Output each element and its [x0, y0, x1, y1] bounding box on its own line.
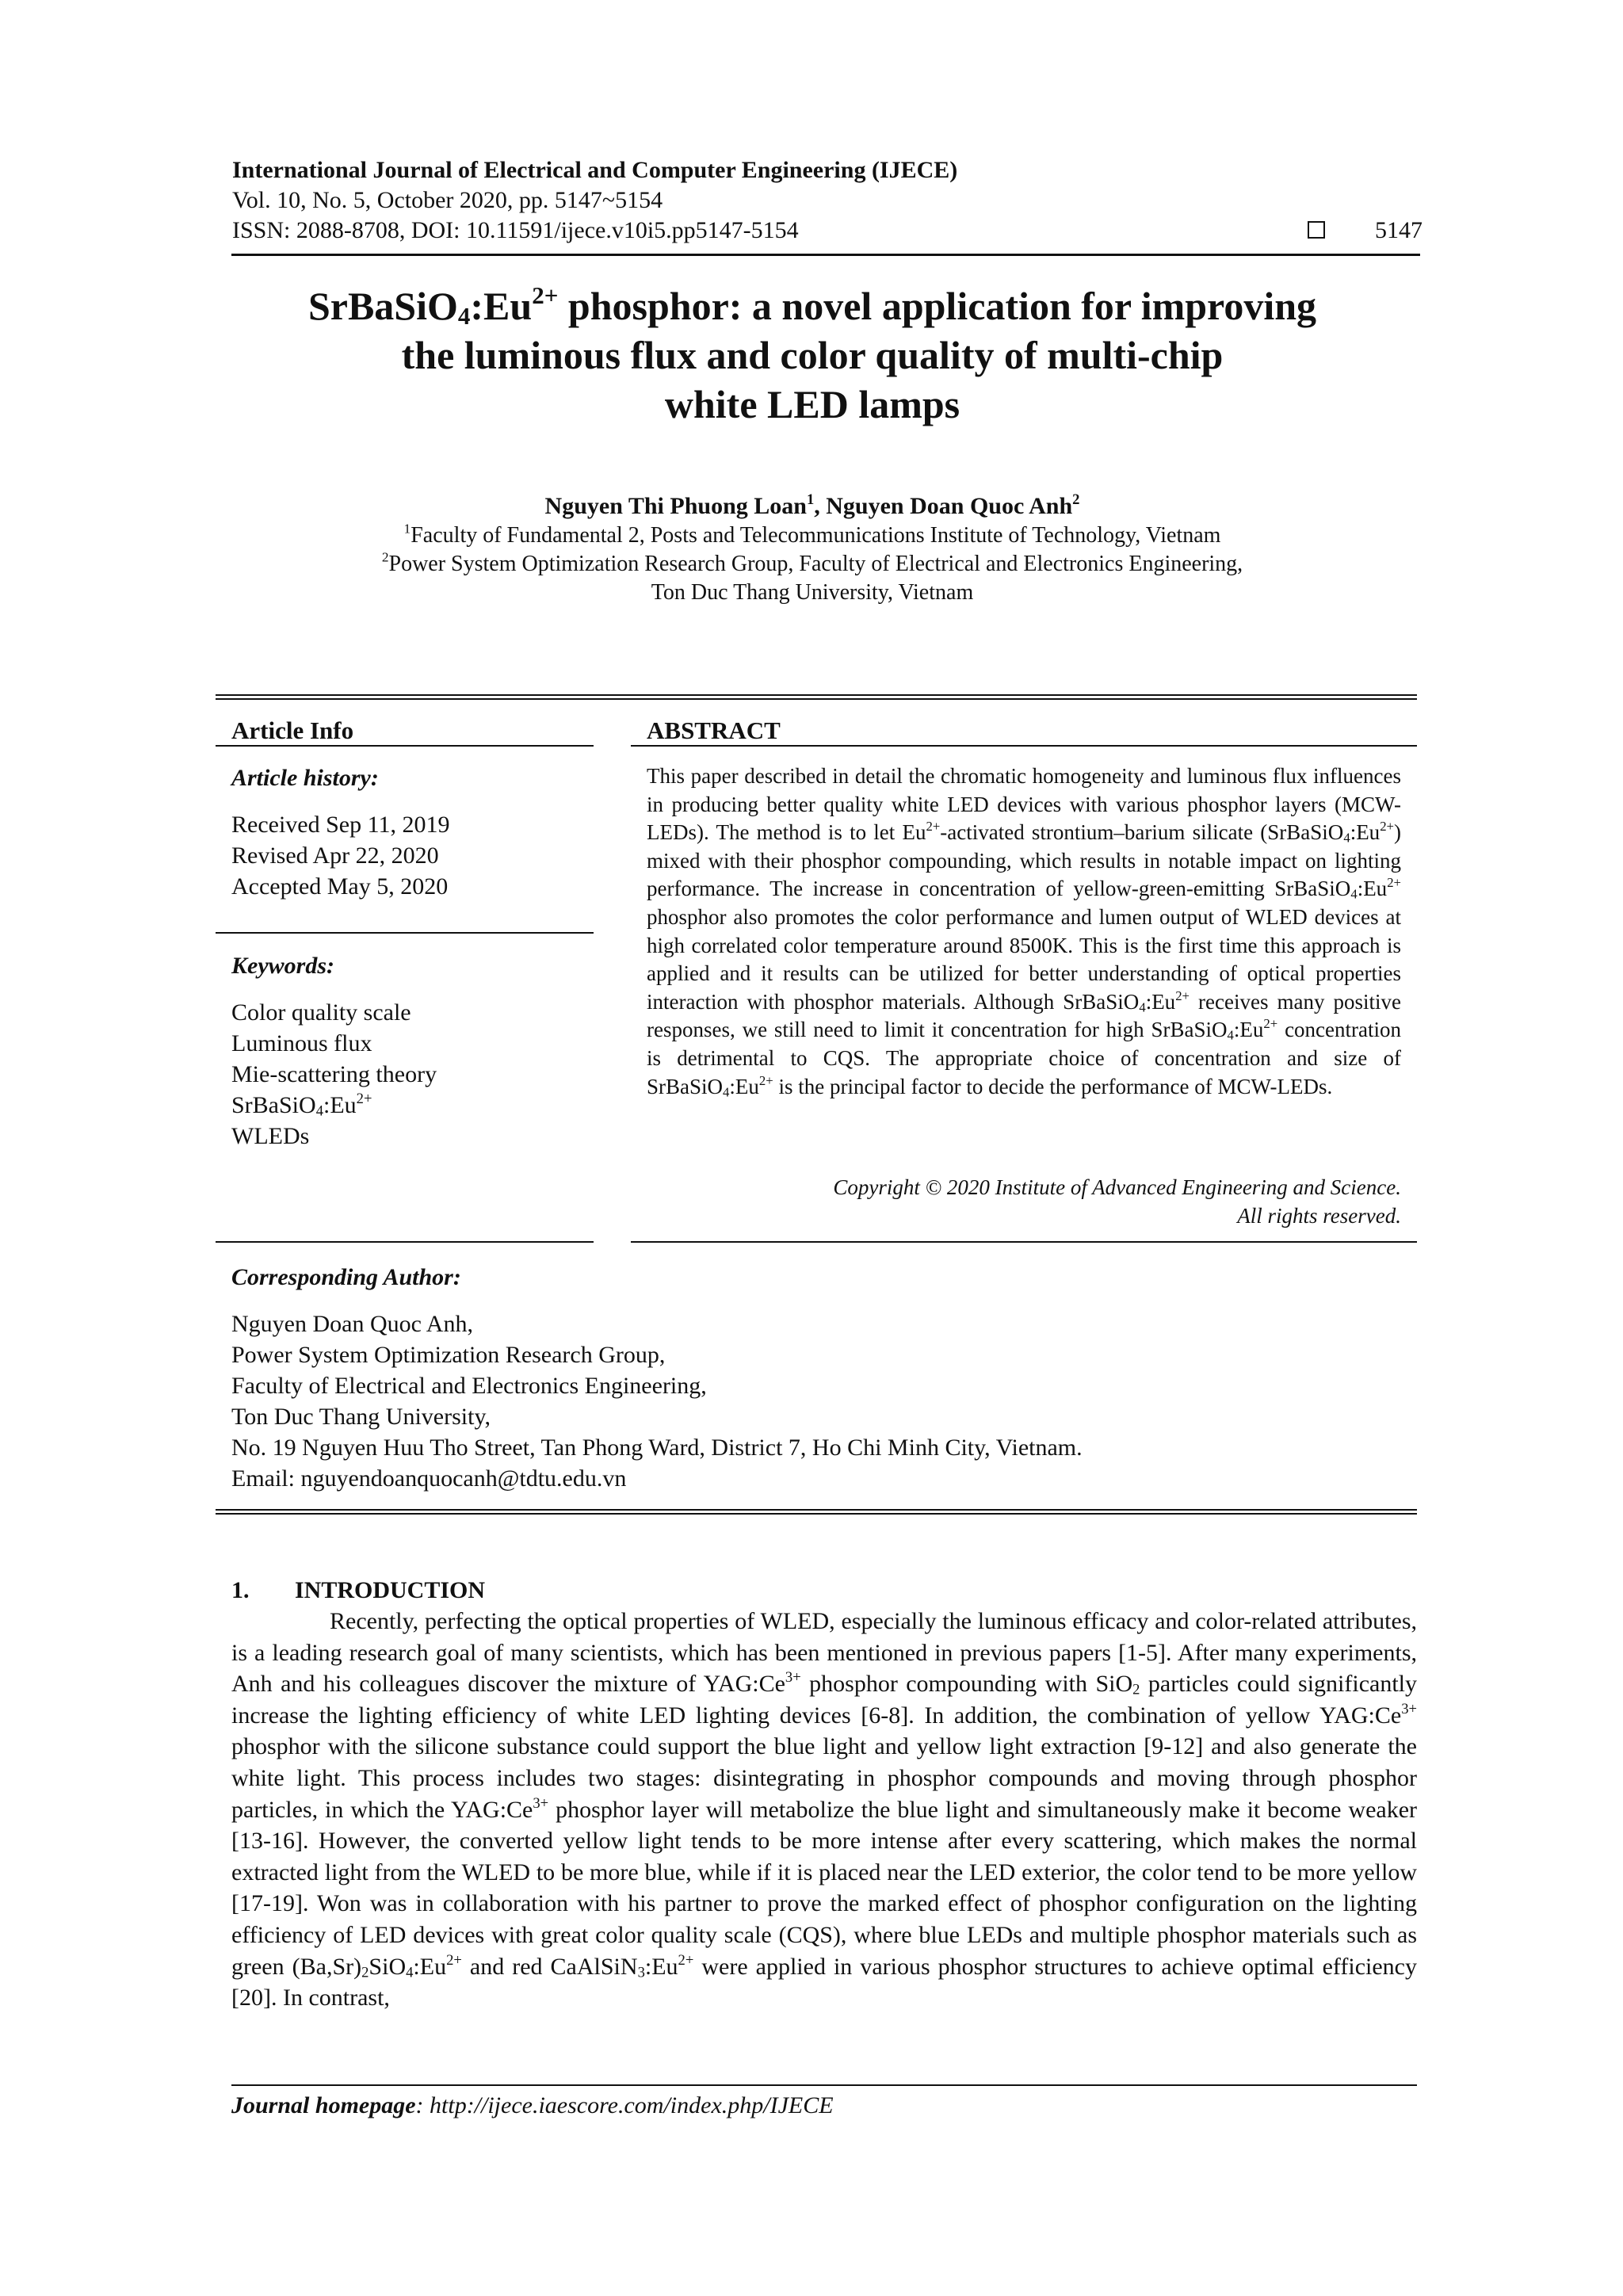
- keyword-item: Color quality scale: [231, 999, 411, 1026]
- abstract-heading: ABSTRACT: [647, 716, 781, 744]
- keywords-bottom-rule: [216, 1241, 594, 1243]
- history-rule: [216, 932, 594, 934]
- volume-info: Vol. 10, No. 5, October 2020, pp. 5147~5154: [232, 187, 663, 213]
- title-line-2: the luminous flux and color quality of multi-chip: [401, 333, 1224, 377]
- page-number: 5147: [1375, 217, 1423, 243]
- corresponding-address: No. 19 Nguyen Huu Tho Street, Tan Phong Ward, District 7, Ho Chi Minh City, Vietnam.: [231, 1435, 1083, 1461]
- keywords-heading: Keywords:: [231, 953, 334, 979]
- article-history-heading: Article history:: [231, 765, 379, 791]
- article-info-rule: [216, 745, 594, 747]
- article-info-heading: Article Info: [231, 716, 354, 744]
- affiliation-2-line-2: Ton Duc Thang University, Vietnam: [651, 580, 974, 605]
- info-bottom-rule-2: [216, 1513, 1417, 1515]
- corresponding-group: Power System Optimization Research Group,: [231, 1342, 666, 1368]
- keyword-item: Mie-scattering theory: [231, 1061, 437, 1087]
- corresponding-university: Ton Duc Thang University,: [231, 1404, 491, 1430]
- info-bottom-rule-1: [216, 1509, 1417, 1511]
- introduction-paragraph: Recently, perfecting the optical properties of WLED, especially the luminous efficacy and color-related attributes, is a leading research goal of many scientists, which has been mentioned in previous papers [1-5]. After many experiments, Anh and his colleagues discover the mixture of $YAG:Ce^{3+}$ phosphor compounding with SiO$_2$ particles could significantly increase the lighting efficiency of white LED lighting devices [6-8]. In addition, the combination of yellow $YAG:Ce^{3+}$ phosphor with the silicone substance could support the blue light and yellow light extraction [9-12] and also generate the white light. This process includes two stages: disintegrating in phosphor compounds and moving through phosphor particles, in which the $YAG:Ce^{3+}$ phosphor layer will metabolize the blue light and simultaneously make it become weaker [13-16]. However, the converted yellow light tends to be more intense after every scattering, which makes the normal extracted light from the WLED to be more blue, while if it is placed near the LED exterior, the color tend to be more yellow [17-19]. Won was in collaboration with his partner to prove the marked effect of phosphor configuration on the lighting efficiency of LED devices with great color quality scale (CQS), where blue LEDs and multiple phosphor materials such as green $(Ba,Sr)_2SiO_4:Eu^{2+}$ and red $CaAlSiN_3:Eu^{2+}$ were applied in various phosphor structures to achieve optimal efficiency [20]. In contrast,: [231, 1608, 1417, 2011]
- copyright-notice: [647, 1173, 1401, 1230]
- corresponding-email: Email: nguyendoanquocanh@tdtu.edu.vn: [231, 1465, 627, 1492]
- title-line-3: white LED lamps: [664, 382, 960, 426]
- corresponding-faculty: Faculty of Electrical and Electronics Engineering,: [231, 1373, 707, 1399]
- author-list: Nguyen Thi Phuong Loan$^1$, Nguyen Doan Quoc Anh$^2$: [544, 491, 1080, 519]
- journal-homepage: [231, 2091, 834, 2121]
- keyword-item: $SrBaSiO_4:Eu^{2+}$: [231, 1090, 372, 1120]
- affiliation-1: $^1$Faculty of Fundamental 2, Posts and Telecommunications Institute of Technology, Vietnam: [403, 521, 1221, 548]
- revised-date: Revised Apr 22, 2020: [231, 842, 439, 869]
- abstract-bottom-rule: [631, 1241, 1417, 1243]
- paper-title: [158, 281, 1466, 429]
- homepage-link[interactable]: : http://ijece.iaescore.com/index.php/IJECE: [415, 2092, 834, 2118]
- copyright-line-2: All rights reserved.: [1237, 1204, 1401, 1228]
- keyword-item: WLEDs: [231, 1123, 310, 1149]
- keyword-item: Luminous flux: [231, 1030, 372, 1056]
- footer-rule: [231, 2084, 1417, 2086]
- corresponding-name: Nguyen Doan Quoc Anh,: [231, 1311, 473, 1337]
- affiliation-2: $^2$Power System Optimization Research Group, Faculty of Electrical and Electronics Engineering,: [381, 549, 1243, 576]
- abstract-rule: [631, 745, 1417, 747]
- corresponding-author-heading: Corresponding Author:: [231, 1264, 461, 1290]
- copyright-line-1: Copyright © 2020 Institute of Advanced Engineering and Science.: [833, 1175, 1401, 1199]
- issn-doi: ISSN: 2088-8708, DOI: 10.11591/ijece.v10i5.pp5147-5154: [232, 217, 799, 243]
- header-rule: [231, 254, 1420, 256]
- journal-name: International Journal of Electrical and Computer Engineering (IJECE): [232, 157, 958, 183]
- title-line-1: $SrBaSiO_4:Eu^{2+}$ phosphor: a novel application for improving: [307, 281, 1317, 330]
- square-box-icon: [1308, 221, 1325, 239]
- abstract-text: This paper described in detail the chromatic homogeneity and luminous flux influences in producing better quality white LED devices with various phosphor layers (MCW-LEDs). The method is to let $Eu^{2+}$-activated strontium–barium silicate $(SrBaSiO_4:Eu^{2+})$ mixed with their phosphor compounding, which results in notable impact on lighting performance. The increase in concentration of yellow-green-emitting $SrBaSiO_4:Eu^{2+}$ phosphor also promotes the color performance and lumen output of WLED devices at high correlated color temperature around 8500K. This is the first time this approach is applied and it results can be utilized for better understanding of optical properties interaction with phosphor materials. Although $SrBaSiO_4:Eu^{2+}$ receives many positive responses, we still need to limit it concentration for high $SrBaSiO_4:Eu^{2+}$ concentration is detrimental to CQS. The appropriate choice of concentration and size of $SrBaSiO_4:Eu^{2+}$ is the principal factor to decide the performance of MCW-LEDs.: [647, 764, 1402, 1099]
- section-heading-introduction: 1. INTRODUCTION: [231, 1577, 486, 1603]
- homepage-label: Journal homepage: [231, 2092, 416, 2118]
- received-date: Received Sep 11, 2019: [231, 812, 450, 838]
- accepted-date: Accepted May 5, 2020: [231, 873, 449, 900]
- info-top-rule-2: [216, 698, 1417, 700]
- info-top-rule-1: [216, 694, 1417, 696]
